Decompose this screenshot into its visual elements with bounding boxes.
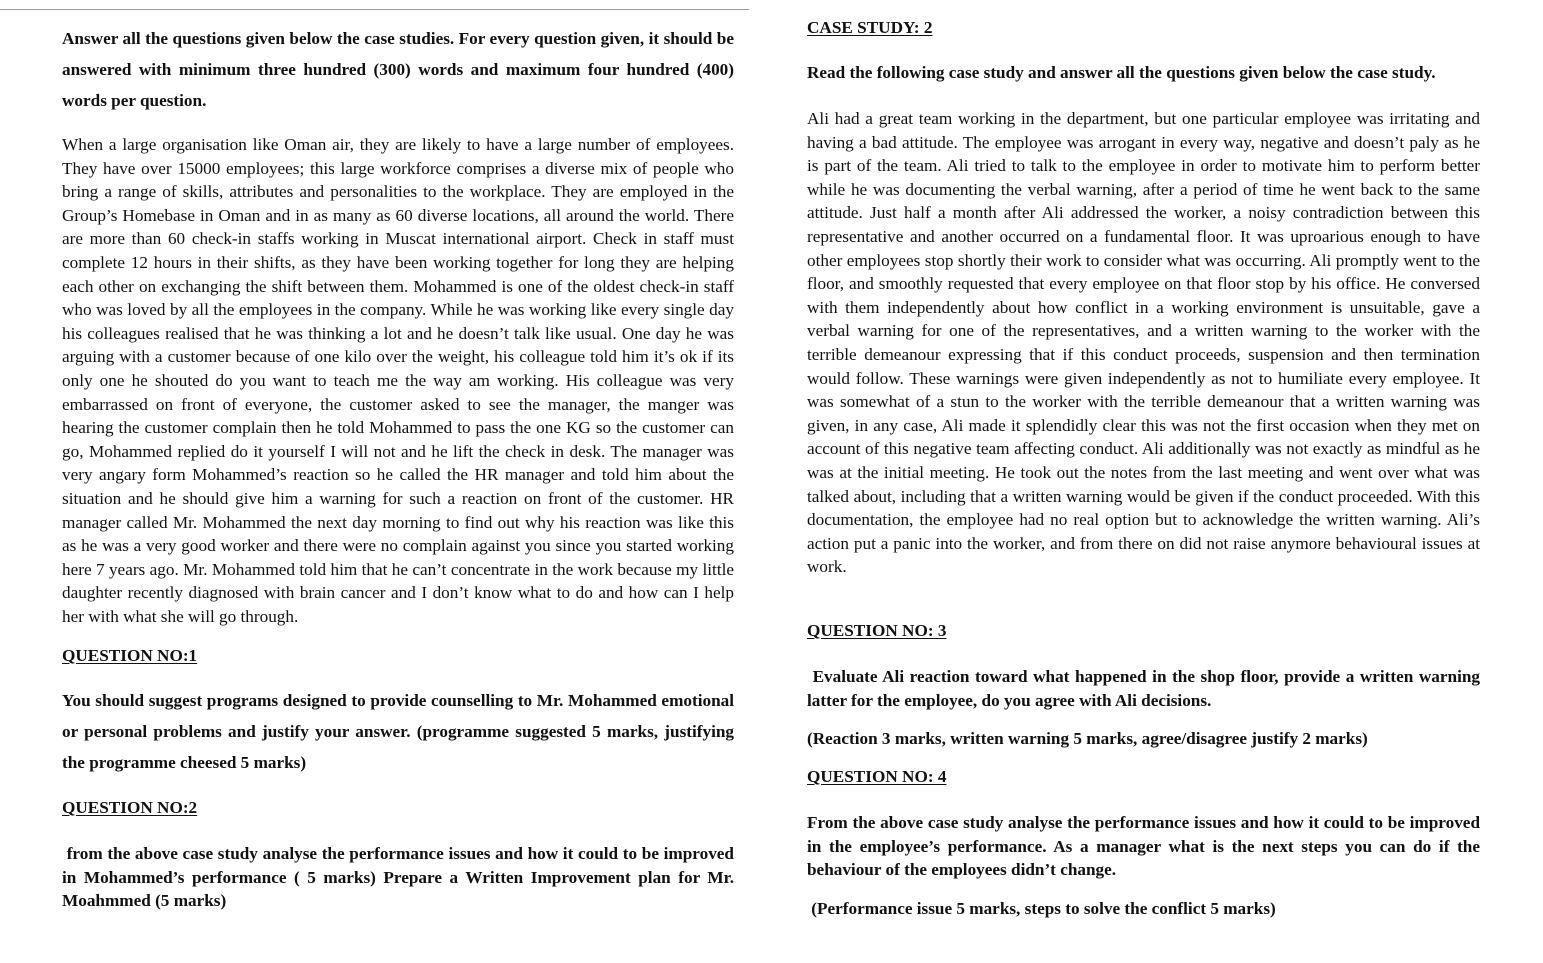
- case-study-2-paragraph: Ali had a great team working in the department, but one particular employee was irritating and having a bad attitude. The employee was arrogant in every way, negative and doesn’t paly as he is part of the team. Ali tried to talk to the employee in order to motivate him to perform better while he was documenting the verbal warning, after a period of time he went back to the same attitude. Just half a month after Ali addressed the worker, a noisy contradiction between this representative and another occurred on a fundamental floor. It was uproarious enough to have other employees stop shortly their work to consider what was occurring. Ali promptly went to the floor, and smoothly requested that every employee on that floor stop by his office. He conversed with them independently about how conflict in a working environment is unsuitable, gave a verbal warning for one of the representatives, and a written warning to the worker with the terrible demeanour expressing that if this conduct proceeds, suspension and then termination would follow. These warnings were given independently as not to humiliate every employee. It was somewhat of a stun to the worker with the terrible demeanour that a written warning was given, in any case, Ali made it splendidly clear this was not the first occasion when they met on account of this negative team affecting conduct. Ali additionally was not exactly as mindful as he was at the initial meeting. He took out the notes from the last meeting and went over what was talked about, including that a written warning would be given if the conduct proceeded. With this documentation, the employee had no real option but to acknowledge the written warning. Ali’s action put a panic into the worker, and from there on did not raise anymore behavioural issues at work.: [807, 109, 1480, 577]
- question-3-text: Evaluate Ali reaction toward what happened in the shop floor, provide a written warning latter for the employee, do you agree with Ali decisions.: [807, 667, 1485, 710]
- top-divider-line: [0, 9, 749, 10]
- question-2-text: from the above case study analyse the performance issues and how it could to be improved in Mohammed’s performance ( 5 marks) Prepare a Written Improvement plan for Mr. Moahmmed (5 marks): [62, 844, 739, 911]
- question-4-marks: (Performance issue 5 marks, steps to solve the conflict 5 marks): [807, 899, 1276, 918]
- question-2-heading: QUESTION NO:2: [62, 798, 198, 817]
- question-3-marks: (Reaction 3 marks, written warning 5 marks, agree/disagree justify 2 marks): [807, 729, 1368, 748]
- case-study-1-paragraph: When a large organisation like Oman air, they are likely to have a large number of employees. They have over 15000 employees; this large workforce comprises a diverse mix of people who bring a range of skills, attributes and personalities to the workplace. They are employed in the Group’s Homebase in Oman and in as many as 60 diverse locations, all around the world. There are more than 60 check-in staffs working in Muscat international airport. Check in staff must complete 12 hours in their shifts, as they have been working together for long they are helping each other on exchanging the shift between them. Mohammed is one of the oldest check-in staff who was loved by all the employees in the company. While he was working like every single day his colleagues realised that he was thinking a lot and he doesn’t talk like usual. One day he was arguing with a customer because of one kilo over the weight, his colleague told him it’s ok if its only one he shouted do you want to teach me the way am working. His colleague was very embarrassed on front of everyone, the customer asked to see the manager, the manger was hearing the customer complain then he told Mohammed to pass the one KG so the customer can go, Mohammed replied do it yourself I will not and he lift the check in desk. The manager was very angary form Mohammed’s reaction so he called the HR manager and told him about the situation and he should give him a warning for such a reaction on front of the customer. HR manager called Mr. Mohammed the next day morning to find out why his reaction was like this as he was a very good worker and there were no complain against you since you started working here 7 years ago. Mr. Mohammed told him that he can’t concentrate in the work because my little daughter recently diagnosed with brain cancer and I don’t know what to do and how can I help her with what she will go through.: [62, 135, 734, 626]
- question-1-heading: QUESTION NO:1: [62, 646, 198, 665]
- case-study-2-heading: CASE STUDY: 2: [807, 18, 933, 37]
- question-3-heading: QUESTION NO: 3: [807, 621, 947, 640]
- question-4-text: From the above case study analyse the performance issues and how it could to be improved in the employee’s performance. As a manager what is the next steps you can do if the behaviour of the employees didn’t change.: [807, 813, 1480, 880]
- instructions-paragraph: Answer all the questions given below the case studies. For every question given, it should be answered with minimum three hundred (300) words and maximum four hundred (400) words per question.: [62, 29, 734, 110]
- question-4-heading: QUESTION NO: 4: [807, 767, 947, 786]
- question-1-text: You should suggest programs designed to provide counselling to Mr. Mohammed emotional or personal problems and justify your answer. (programme suggested 5 marks, justifying the programme cheesed 5 marks): [62, 691, 734, 772]
- case-study-2-instruction: Read the following case study and answer all the questions given below the case study.: [807, 63, 1436, 82]
